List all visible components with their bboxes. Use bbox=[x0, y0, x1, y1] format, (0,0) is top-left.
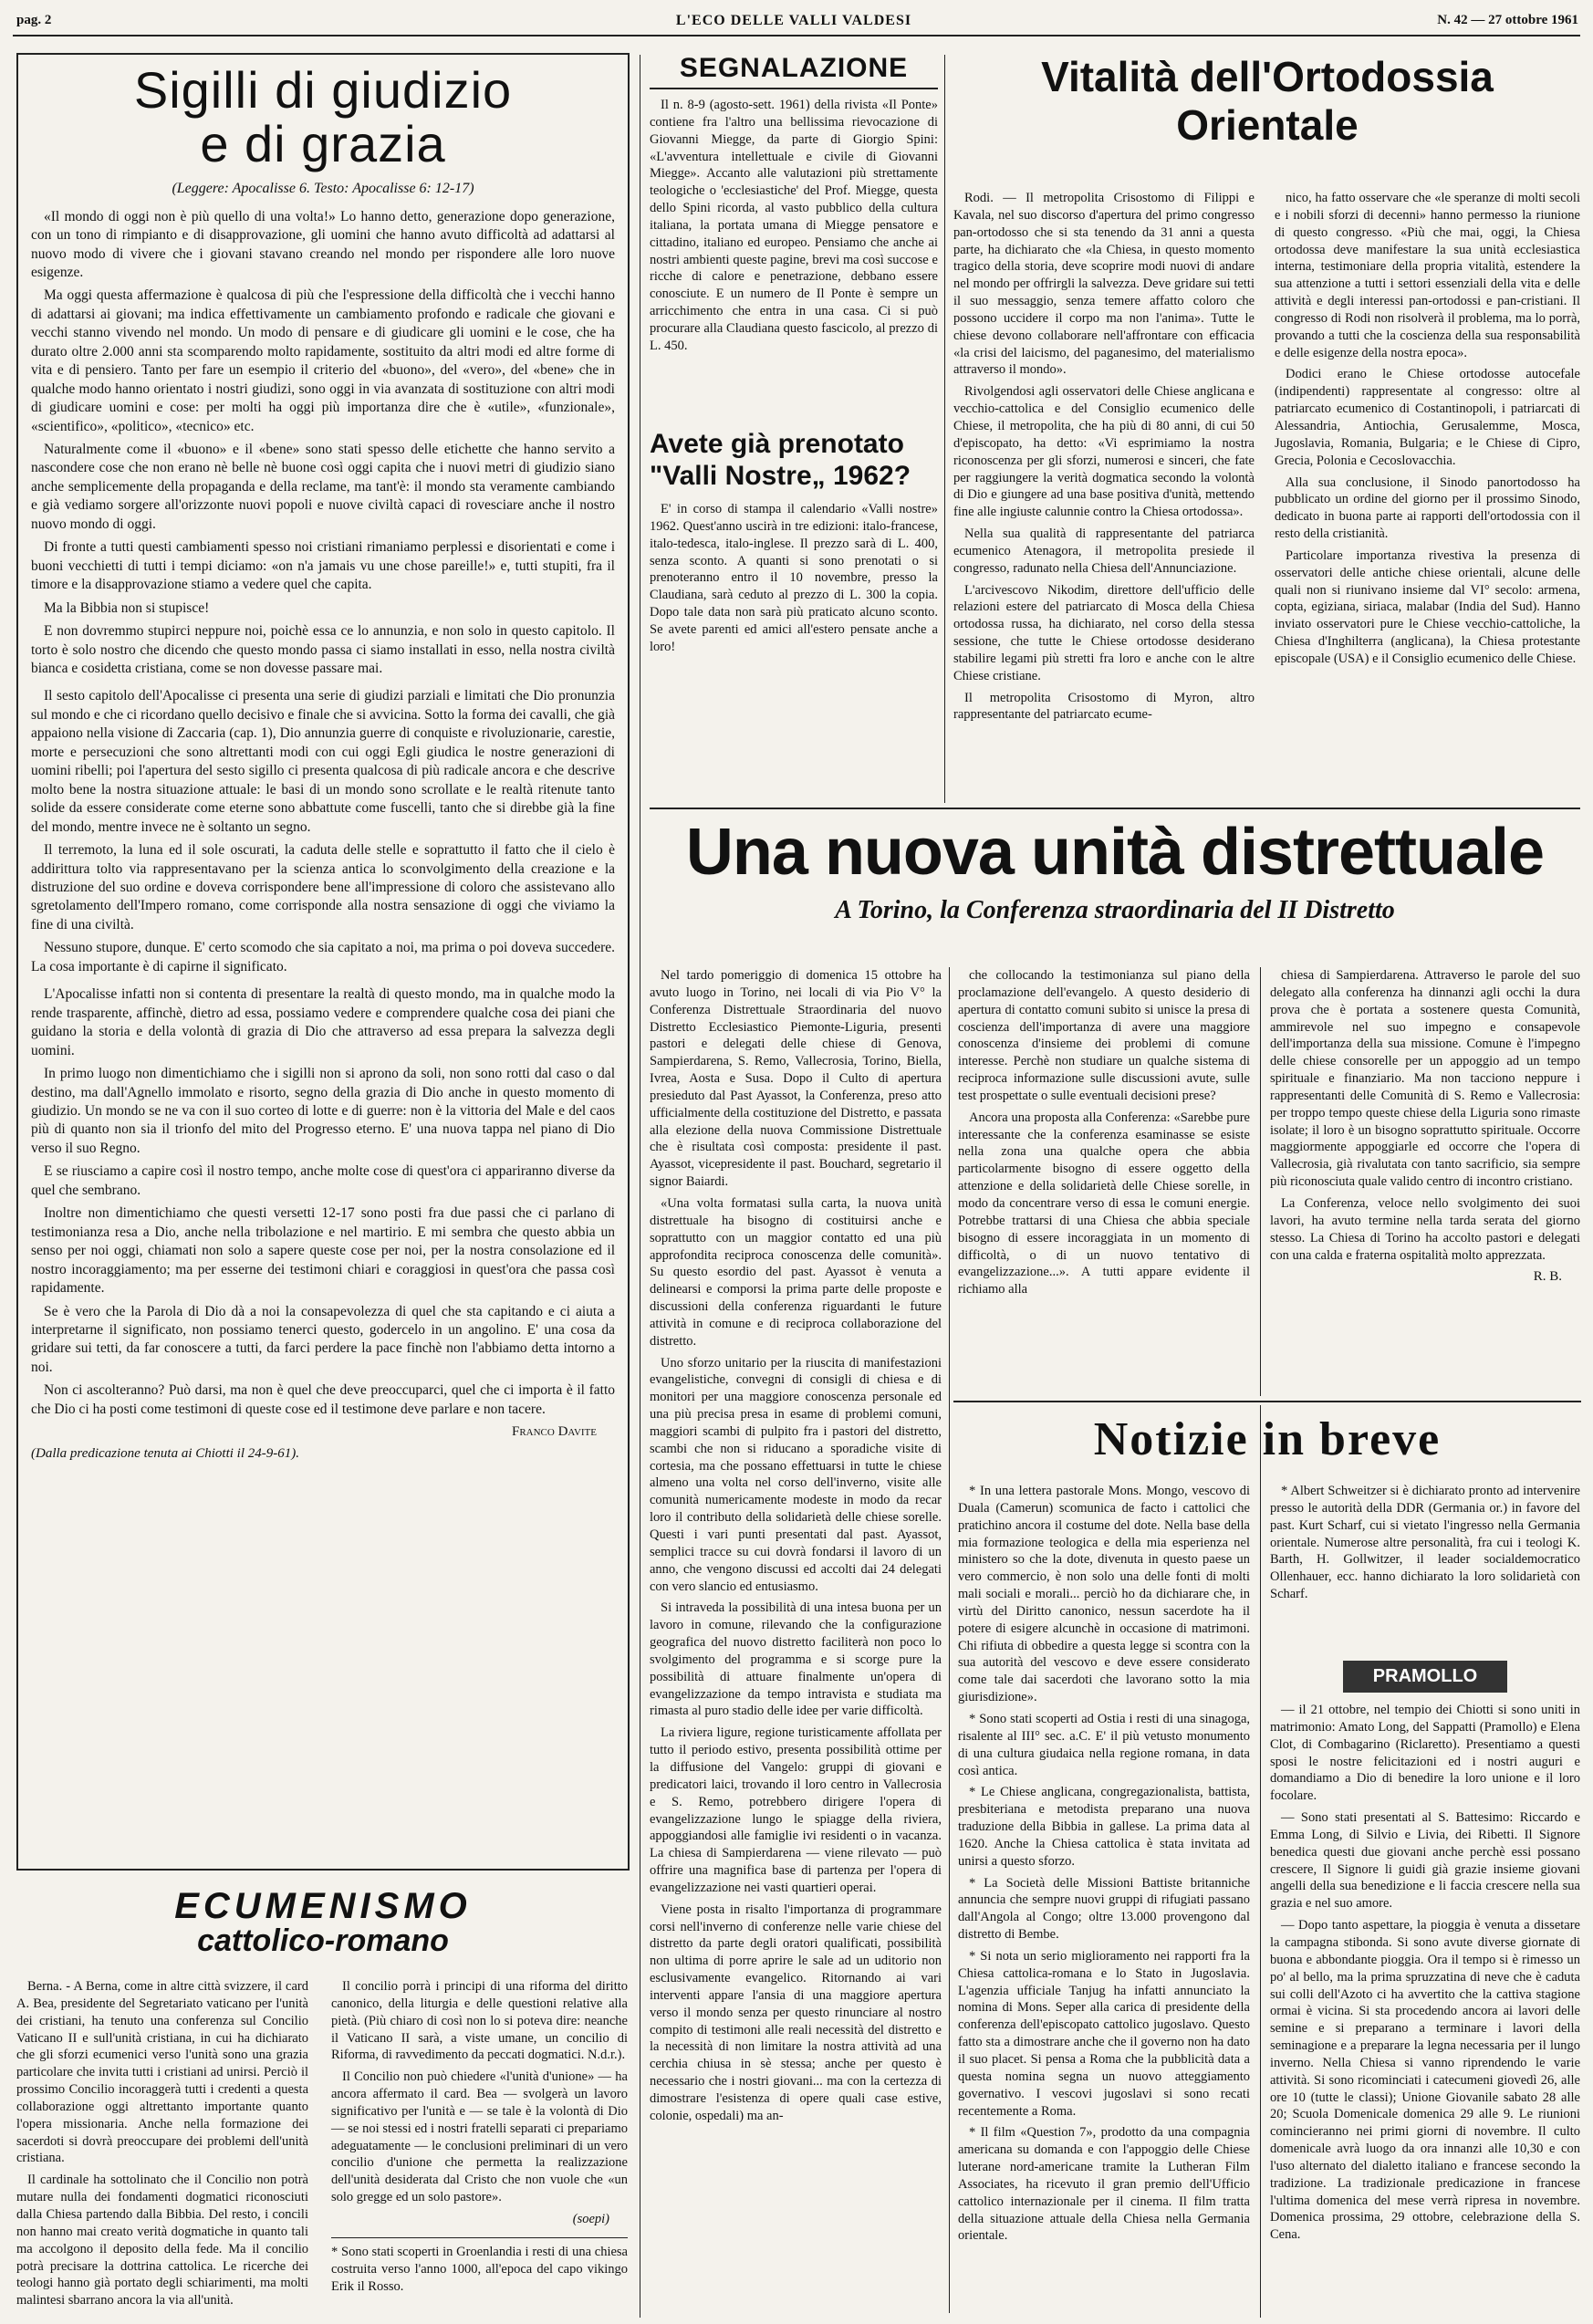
ecumenismo-note: * Sono stati scoperti in Groenlandia i resti di una chiesa costruita verso l'anno 1000, all'epoca del capo vikingo Erik il Rosso. bbox=[331, 2244, 628, 2294]
sigilli-paragraph: Se è vero che la Parola di Dio dà a noi la consapevolezza di quel che sta capitando e ci aiuta a interpretarne il significato, non possiamo tenerci questo, godercelo in un angolino. E' una cosa da gridare sui tetti, da far conoscere a tutti, da farci perdere la pace finchè non l'abbiamo detta intorno a noi. bbox=[31, 1303, 615, 1375]
unita-paragraph: Uno sforzo unitario per la riuscita di manifestazioni evangelistiche, convegni di consigli di chiesa e di monitori per una maggiore conoscenza personale ed una più precisa presa in esame di problemi comuni, maggiori scambi di pulpito fra i pastori del distretto, scambi che non si riducano a sporadiche visite di cortesia, ma che possano effettuarsi in tutte le chiese almeno una volta nel corso dell'inverno, visite alle comunità numericamente modeste in modo da recar loro il contributo della solidarietà delle chiese sorelle. Questi i vari punti presentati dal past. Ayassot, semplici tracce su cui dovrà fondarsi il lavoro di un anno, che vengono discussi ed accolti dai 24 delegati con vero slancio ed entusiasmo. bbox=[650, 1355, 942, 1594]
sigilli-paragraph: Il sesto capitolo dell'Apocalisse ci presenta una serie di giudizi parziali e limitati che Dio pronunzia sul mondo e che ci ricordano quello decisivo e finale che si avvicina. Sotto la forma dei cavalli, che già appaiono nella visione di Zaccaria (cap. 1), Dio annunzia guerre di conquiste e rivoluzionarie, carestie, morte e persecuzioni che sono altrettanti modi con cui oggi Egli giudica le nostre generazioni di uomini ribelli; poi l'apertura del sesto sigillo ci presenta qualcosa di più radicale ancora e che descrive molto bene la nostra situazione attuale: le basi di un mondo sono scrollate e le realtà ritenute tanto solide da essere considerate come eterne sono abbattute come fuscelli, tanto che si direbbe già la fine del mondo, mentre invece ne è soltanto un segno. bbox=[31, 688, 616, 835]
ecumenismo-paragraph: Il Concilio non può chiedere «l'unità d'unione» — ha ancora affermato il card. Bea — svolgerà un lavoro significativo per l'unità e — se tale è la volontà di Dio — se noi stessi ed i nostri fratelli separati ci prepariamo adeguatamente — le conclusioni preliminari di un vero concilio d'unione che permetta la realizzazione dell'unità desiderata dal Cristo che non vuole che «un solo gregge ed un solo pastore». bbox=[331, 2069, 628, 2205]
sigilli-article bbox=[16, 53, 630, 1871]
sigilli-signature: Franco Davite bbox=[511, 1424, 597, 1440]
sigilli-paragraph: E non dovremmo stupirci neppure noi, poichè essa ce lo annunzia, e non solo in questo capitolo. Il torto è solo nostro che dicendo che questo mondo passa ci siamo installati in esso, nella nostra civiltà bianca e cosidetta cristiana, come se non dovesse passare mai. bbox=[31, 623, 615, 677]
ortodossia-paragraph: Rodi. — Il metropolita Crisostomo di Filippi e Kavala, nel suo discorso d'apertura del primo congresso pan-ortodosso che si sta tenendo da 31 anni a questa parte, ha dichiarato che «la Chiesa, in questo momento tragico della storia, deve scoprire modi nuovi di andare nel mondo per offrirgli la salvezza. Deve gridare sui tetti il suo messaggio, senza temere affatto coloro che possono uccidere il corpo ma non l'anima». Tutte le chiese devono collaborare nell'affrontare con efficacia «la crisi del laicismo, del paganesimo, del materialismo attraverso il mondo». bbox=[953, 191, 1255, 378]
unita-paragraph: La Conferenza, veloce nello svolgimento dei suoi lavori, ha avuto termine nella tarda serata del giorno stesso. La Chiesa di Torino ha accolto pastori e delegati con una calda e fraterna ospitalità molto apprezzata. bbox=[1270, 1195, 1580, 1263]
unita-col3 bbox=[1270, 967, 1580, 1396]
valli-nostre-paragraph: E' in corso di stampa il calendario «Valli nostre» 1962. Quest'anno uscirà in tre edizioni: italo-francese, italo-tedesca, italo-inglese. Il prezzo sarà di L. 400, senza sconto. A quanti si sono prenotati o si prenoteranno entro il 10 novembre, presso la Claudiana, sarà ceduto al prezzo di L. 300 la copia. Dopo tale data non sarà più praticato alcuno sconto. Se avete parenti ed amici all'estero pensate anche a loro! bbox=[650, 502, 938, 654]
unita-paragraph: La riviera ligure, regione turisticamente affollata per tutto il periodo estivo, presenta possibilità ottime per la diffusione del Vangelo: gruppi di giovani e predicatori laici, trovando il loro centro in Vallecrosia e S. Remo, potrebbero dirigere l'opera di evangelizzazione lungo le spiagge della riviera, appoggiandosi alle famiglie ivi residenti o in vacanza. La chiesa di Sampierdarena — viene rilevato — può offrire una magnifica base di partenza per l'opera di evangelizzazione nei vasti quartieri operai. bbox=[650, 1725, 942, 1895]
notizie-item: * Sono stati scoperti ad Ostia i resti di una sinagoga, risalente al III° sec. a.C. E' il più vetusto monumento di una cultura giudaica nella regione romana, in data così antica. bbox=[958, 1711, 1250, 1778]
ortodossia-paragraph: L'arcivescovo Nikodim, direttore dell'ufficio delle relazioni estere del patriarcato di Mosca della Chiesa ortodossa russa, ha dichiarato, nel corso della stessa sessione, che tutte le Chiese ortodosse desiderano stabilire legami più stretti fra loro e anche con le altre Chiese cristiane. bbox=[953, 582, 1255, 683]
sigilli-paragraph: In primo luogo non dimentichiamo che i sigilli non si aprono da soli, non sono rotti dal caso o dal destino, ma dall'Agnello immolato e risorto, segno della grazia di Dio anche in questo momento di giudizio. Un mondo se ne va con il suo corteo di lotte e di guerre: non è la vittoria del Male e del caos più di quanto non sia il trionfo del mito del Progresso eterno. E' una nuova tappa nel piano di Dio verso il suo Regno. bbox=[31, 1066, 615, 1156]
ortodossia-paragraph: Il metropolita Crisostomo di Myron, altro rappresentante del patriarcato ecume- bbox=[953, 690, 1255, 723]
ecumenismo-col2 bbox=[331, 1978, 628, 2295]
notizie-item: * Si nota un serio miglioramento nei rapporti fra la Chiesa cattolica-romana e lo Stato in Jugoslavia. L'agenzia ufficiale Tanjug ha infatti annunciato la nomina di Mons. Seper alla carica di presidente della conferenza dell'episcopato cattolico jugoslavo. Questo fatto sta a dimostrare anche che il governo non ha dato il suo placet. Si pensa a Roma che la pubblicità data a questa nomina segna un nuovo atteggiamento governativo. I vescovi jugoslavi si sono recati recentemente a Roma. bbox=[958, 1948, 1250, 2119]
ortodossia-paragraph: Dodici erano le Chiese ortodosse autocefale (indipendenti) rappresentate al congresso: oltre al patriarcato ecumenico di Costantinopoli, i patriarcati di Alessandria, Antiochia, Gerusalemme, Mosca, Jugoslavia, Romania, Bulgaria; e le Chiese di Cipro, Grecia, Polonia e Cecoslovacchia. bbox=[1275, 367, 1580, 468]
notizie-item: * La Società delle Missioni Battiste britanniche annuncia che sempre nuovi gruppi di rifugiati passano dall'Angola al Congo; oltre 13.000 provengono dal distretto di Bembe. bbox=[958, 1875, 1250, 1943]
section-rule bbox=[650, 808, 1580, 809]
segnalazione-body bbox=[650, 97, 938, 355]
segnalazione-article bbox=[650, 53, 938, 418]
unita-paragraph: che collocando la testimonianza sul piano della proclamazione dell'evangelo. A questo desiderio di apertura di contatto comuni subito si unisce la presa di coscienza dell'importanza di avere una maggiore conoscenza d'insieme dei problemi di comune interesse. Perchè non studiare un qualche sistema di reciproca informazione sulle discussioni avute, sulle test prospettate o sulle eventuali decisioni prese? bbox=[958, 968, 1250, 1103]
unita-paragraph: Viene posta in risalto l'importanza di programmare corsi nell'inverno di conferenze nelle varie chiese del distretto da parte degli oratori qualificati, possibilità non ultima di porre aprire le sale ad un uditorio non esclusivamente evangelico. Ritornando ai vari interventi appare l'ansia di una maggiore apertura verso il mondo senza per questo rinunciare al nostro compito di testimoni alle reali necessità del distretto e la necessità di non limitare la nostra attività ad una cerchia chiusa in sè stessa; anche per questo è necessario che i nostri giovani... ma con la certezza di dimostrare l'esistenza di opere quali case estive, colonie, ospedali) ma an- bbox=[650, 1902, 942, 2123]
unita-paragraph: chiesa di Sampierdarena. Attraverso le parole del suo delegato alla conferenza ha dinnanzi agli occhi la dura prova che è portata a sostenere questa Comunità, ammirevole nel suo impegno e consapevole dell'importanza della sua missione. Comune è l'impegno delle chiese consorelle per un appoggio ad un tempo spirituale e finanziario. Ma non tacciono neppure i rappresentanti delle Comunità di S. Remo e Vallecrosia: per troppo tempo queste chiese della Liguria sono rimaste isolate; il loro è un bisogno soprattutto spirituale. Occorre maggiormente appoggiarle ed occorre che l'opera di Vallecrosia, già rivalutata con tanto sacrificio, sia sempre più riconosciuta quale valido centro di incontro cristiano. bbox=[1270, 968, 1580, 1190]
sigilli-paragraph: Non ci ascolteranno? Può darsi, ma non è quel che deve preoccuparci, quel che ci importa è il fatto che Dio ci ha posti come testimoni di queste cose ed il testimone deve parlare e non tacere. bbox=[31, 1382, 615, 1417]
ecumenismo-paragraph: Il concilio porrà i principi di una riforma del diritto canonico, della liturgia e delle questioni relative alla pietà. (Più chiaro di così non lo si poteva dire: neanche il Vaticano II sarà, a viste umane, un concilio di Riforma, di ravvedimento da peccati dogmatici. N.d.r.). bbox=[331, 1979, 628, 2063]
sigilli-source: (Dalla predicazione tenuta ai Chiotti il 24-9-61). bbox=[31, 1446, 299, 1462]
sigilli-paragraph: Di fronte a tutti questi cambiamenti spesso noi cristiani rimaniamo perplessi e disorientati e come i buoni vecchietti di tutti i tempi diciamo: «on n'a jamais vu une chose pareille!» e, tutti stupiti, fra il timore e la disapprovazione stiamo a vedere quel che capita. bbox=[31, 539, 615, 593]
sigilli-paragraph: Ma la Bibbia non si stupisce! bbox=[44, 599, 210, 616]
sigilli-title-line1: Sigilli di giudizio bbox=[133, 61, 513, 119]
masthead-rule bbox=[13, 35, 1580, 36]
masthead-title: L'ECO DELLE VALLI VALDESI bbox=[675, 13, 912, 28]
column-rule bbox=[1260, 967, 1261, 1396]
sigilli-title-line2: e di grazia bbox=[200, 114, 446, 172]
segnalazione-title: SEGNALAZIONE bbox=[650, 53, 938, 89]
ortodossia-article bbox=[953, 53, 1581, 801]
ortodossia-paragraph: Nella sua qualità di rappresentante del patriarca ecumenico Atenagora, il metropolita presiede il congresso, radunato nella Chiesa dell'Annunciazione. bbox=[953, 526, 1255, 576]
unita-paragraph: Si intraveda la possibilità di una intesa buona per un lavoro in comune, rilevando che la configurazione geografica del nuovo distretto faciliterà non poco lo svolgimento del programma e si scorge pure la possibilità di attuare finalmente un'opera di evangelizzazione da tempo intravista e studiata ma rimasta al puro stadio delle idee per varie difficoltà. bbox=[650, 1600, 942, 1719]
column-rule bbox=[1260, 1405, 1261, 2318]
unita-header bbox=[650, 817, 1580, 954]
ecumenismo-source: (soepi) bbox=[572, 2211, 609, 2226]
pramollo-title: PRAMOLLO bbox=[1343, 1661, 1507, 1693]
sigilli-paragraph: Ma oggi questa affermazione è qualcosa di più che l'espressione della difficoltà che i vecchi hanno di adattarsi ai giovani; ma indica effettivamente un cambiamento profondo e radicale che giovani e vecchi stanno vivendo nel mondo. Un modo di pensare e di giudicare gli uomini e le cose, che ha durato oltre 2.000 anni sta scomparendo molto rapidamente, sostituito da altri modi ed altre forme di vita e di pensiero. Tanto per fare un esempio il criterio del «buono», del «vero», del «bene» che in qualche modo hanno orientato i nostri giudizi, sono oggi in via avanzata di sostituzione con altri modi di giudicare uomini e cose: per molti ha oggi più importanza dire che è «utile», «funzionale», «scientifico», «politico», «tecnico» etc. bbox=[31, 287, 615, 434]
ortodossia-paragraph: Particolare importanza rivestiva la presenza di osservatori delle antiche chiese orientali, alcune delle quali non si riunivano insieme dal VI° secolo: armena, copta, egiziana, siriaca, malabar (India del Sud). Hanno inviato osservatori pure le Chiese vecchio-cattoliche, la Chiesa d'Inghilterra (anglicana), la Chiesa protestante episcopale (USA) e il Consiglio ecumenico delle Chiese. bbox=[1275, 547, 1580, 666]
pramollo-paragraph: — il 21 ottobre, nel tempio dei Chiotti si sono uniti in matrimonio: Amato Long, del Sappatti (Pramollo) e Elena Clot, di Combagarino (Riclaretto). Presentiamo a questi sposi le nostre felicitazioni ed i nostri auguri e domandiamo a Dio di benedire la loro unione e il loro focolare. bbox=[1270, 1703, 1580, 1804]
ortodossia-paragraph: nico, ha fatto osservare che «le speranze di molti secoli e i nobili sforzi di decenni» hanno permesso la riunione di questo congresso. «Più che mai, oggi, la Chiesa ortodossa deve manifestare la sua unità ecclesiastica interna, testimoniare della propria vitalità, estendere la sua attenzione a tutti i settori essenziali della vita e delle attività e degli interessi pan-ortodossi e pan-cristiani. Il congresso di Rodi non risolverà il problema, ma lo porrà, provando a tutti che la coscienza della sua responsabilità e delle esigenze della nostra epoca». bbox=[1275, 191, 1580, 360]
ecumenismo-rule bbox=[331, 2237, 628, 2238]
unita-paragraph: Nel tardo pomeriggio di domenica 15 ottobre ha avuto luogo in Torino, nei locali di via Pio V° la Conferenza Distrettuale Straordinaria del nuovo Distretto Ecclesiastico Piemonte-Liguria, presenti pastori e delegati delle chiese di Genova, Sampierdarena, S. Remo, Vallecrosia, Torino, Biella, Ivrea, Aosta e Susa. Dopo il Culto di apertura presieduto dal Past Ayassot, la Conferenza, preso atto ufficialmente della costituzione del Distretto, e passata alla elezione della nuova Commissione Distrettuale che è risultata così composta: presidente il past. Ayassot, vicepresidente il past. Bouchard, segretario il signor Baiardi. bbox=[650, 968, 942, 1190]
pramollo-article bbox=[1270, 1661, 1580, 2313]
page-number: pag. 2 bbox=[16, 13, 52, 27]
ortodossia-paragraph: Rivolgendosi agli osservatori delle Chiese anglicana e vecchio-cattolica e del Consiglio ecumenico delle Chiese, il metropolita, che ha più di 80 anni, di cui 50 d'episcopato, ha detto: «Vi esprimiamo la nostra riconoscenza per gli sforzi, numerosi e sinceri, che fate per raggiungere la verità dogmatica secondo la volontà di Dio e giungere ad una base positiva d'unità, mettendo fine alle ingiuste calunnie contro la Chiesa ortodossa». bbox=[953, 384, 1255, 520]
ecumenismo-title bbox=[16, 1887, 630, 1958]
notizie-item: * In una lettera pastorale Mons. Mongo, vescovo di Duala (Camerun) scomunica de facto i cattolici che pratichino ancora il costume del dote. Nella base della mia formazione teologica e della mia esperienza nel ministero so che la dote, divenuta in questo paese un vero commercio, è non solo una delle fonti di molti mali sociali e morali... perciò ho da dichiarare che, in virtù del Diritto canonico, nessun sacerdote ha il potere di esigere alcunchè in occasione di matrimoni. Chi rifiuta di obbedire a questa legge si scontra con la sua autorità del vescovo e deve essere considerato come tale dai sacerdoti che lavorano sotto la mia giurisdizione». bbox=[958, 1484, 1250, 1705]
sigilli-paragraph: Il terremoto, la luna ed il sole oscurati, la caduta delle stelle e soprattutto il fatto che il cielo è addirittura tolto via rappresentavano per la scienza antica lo sconvolgimento della creazione e la distruzione del suo ordine e doveva corrispondere bene all'impressione di coloro che assistevano allo sgretolamento dell'Impero romano, come corrisponde alla nostra sensazione di oggi che viviamo la fine di una civiltà. bbox=[31, 842, 615, 933]
ecumenismo-title-line2: cattolico-romano bbox=[197, 1923, 449, 1958]
issue-info: N. 42 — 27 ottobre 1961 bbox=[1437, 13, 1578, 27]
sigilli-paragraph: E se riusciamo a capire così il nostro tempo, anche molte cose di quest'ora ci appariranno diverse da quel che sembrano. bbox=[31, 1163, 615, 1198]
valli-nostre-article bbox=[650, 429, 938, 794]
valli-nostre-body bbox=[650, 501, 938, 656]
valli-nostre-title: Avete già prenotato "Valli Nostre„ 1962? bbox=[650, 429, 911, 491]
section-rule bbox=[953, 1401, 1581, 1402]
sigilli-paragraph: Naturalmente come il «buono» e il «bene» sono stati spesso delle etichette che hanno servito a nascondere cose che non erano nè belle nè buone così oggi capita che i nuovi metri di giudizio siano anche semplicemente della propaganda e della reclame, ma tant'è: il mondo sta veramente cambiando e già vediamo sorgere all'orizzonte nuovi popoli e nuove civiltà capaci di rovesciare anche il nostro nuovo mondo di oggi. bbox=[31, 442, 615, 532]
notizie-title: Notizie in breve bbox=[1093, 1413, 1442, 1465]
ecumenismo-paragraph: Il cardinale ha sottolinato che il Concilio non potrà mutare nulla dei fondamenti dogmatici riconosciuti dalla Chiesa partendo dalla Bibbia. Del resto, i concili non hanno mai creato verità dogmatiche in quanto tali ma accolgono il deposito della fede. Ma il concilio potrà precisare la dottrina cattolica. Le ricerche dei teologi hanno già portato degli schiarimenti, ma molti malintesi sbarrano ancora la via all'unità. bbox=[16, 2173, 308, 2308]
ecumenismo-paragraph: Berna. - A Berna, come in altre città svizzere, il card A. Bea, presidente del Segretariato vaticano per l'unità dei cristiani, ha tenuto una conferenza sul Concilio Vaticano II e sull'unità cristiana, in cui ha dichiarato che gli sforzi ecumenici verso l'unità sono una grazia particolare che invita tutti i cristiani ad unirsi. Perciò il prossimo Concilio incoraggerà tutti i credenti a questa collaborazione oggi altrettanto importante quanto l'opera missionaria. Anche nella formazione dei sacerdoti si dovrà preoccupare dei problemi dell'unità cristiana. bbox=[16, 1979, 308, 2166]
unita-title: Una nuova unità distrettuale bbox=[685, 817, 1545, 889]
unita-col1 bbox=[650, 967, 942, 2313]
ortodossia-title-line2: Orientale bbox=[1176, 100, 1359, 149]
unita-signature: R. B. bbox=[1533, 1269, 1562, 1285]
notizie-item: * Il film «Question 7», prodotto da una compagnia americana su domanda e con l'appoggio delle Chiese luterane nord-americane tramite la Lutheran Film Associates, ha ricevuto il gran premio dell'Ufficio cattolico internazionale per il cinema. Il film tratta della situazione attuale della Chiesa nella Germania orientale. bbox=[958, 2125, 1250, 2244]
segnalazione-paragraph: Il n. 8-9 (agosto-sett. 1961) della rivista «Il Ponte» contiene fra l'altro una bellissima rievocazione di Giovanni Miegge, da parte di Giorgio Spini: «L'avventura intellettuale e civile di Giovanni Miegge». Accanto alle valutazioni più strettamente teologiche o 'ecclesiastiche' del Prof. Miegge, questa dello Spini ricorda, al vasto pubblico della cultura italiana, la portata umana di Miegge pensatore e cittadino, italiano ed europeo. Pensiamo che anche ai nostri ambienti queste pagine, brevi ma così succose e ricche di calore e penetrazione, debbano essere conosciute. E un numero de Il Ponte è sempre un arricchimento che entra in una casa. Ci si può procurare alla Claudiana questo fascicolo, al prezzo di L. 450. bbox=[650, 98, 938, 353]
ortodossia-title bbox=[953, 53, 1581, 150]
pramollo-paragraph: — Dopo tanto aspettare, la pioggia è venuta a dissetare la campagna stibonda. Si sono avute diverse giornate di buona e abbondante pioggia. Ora il tempo si è rimesso un po' al bello, ma la prima spruzzatina di neve che è caduta sui colli dell'Azoto ci ha avvertito che la cattiva stagione ormai è vicina. Si sta procedendo ancora ai lavori delle semine e si preparano a terminare i lavori della seminagione e a preparare la legna necessaria per il lungo inverno. Nella Chiesa si vanno riprendendo le varie attività. Si sono ricominciati i catecumeni giovedì 26, alle ore 10 (tutte le classi); Unione Giovanile sabato 28 alle 20; Scuola Domenicale domenica 29 alle 9. Le riunioni comincieranno nei primi giorni di novembre. Il culto domenicale avrà luogo da ora innanzi alle 10,30 e con l'uso alternato del dialetto italiano e francese secondo la tradizione. La tradizionale predicazione in francese l'ultima domenica del mese verrà ripresa in novembre. Domenica prossima, 29 ottobre, celebrazione della S. Cena. bbox=[1270, 1918, 1580, 2243]
ecumenismo-title-line1: ECUMENISMO bbox=[174, 1887, 472, 1926]
notizie-col2 bbox=[1270, 1483, 1580, 1656]
unita-col2 bbox=[958, 967, 1250, 1396]
ortodossia-col1 bbox=[953, 190, 1255, 728]
column-rule bbox=[944, 55, 945, 803]
unita-subtitle: A Torino, la Conferenza straordinaria del II Distretto bbox=[835, 896, 1395, 925]
ortodossia-title-line1: Vitalità dell'Ortodossia bbox=[1041, 53, 1494, 100]
ecumenismo-col1 bbox=[16, 1978, 308, 2311]
sigilli-paragraph: «Il mondo di oggi non è più quello di una volta!» Lo hanno detto, generazione dopo generazione, con un tono di rimpianto e di disapprovazione, gli uomini che hanno avuto difficoltà ad adattarsi al nuovo modo di vivere che i giovani stavano creando nel mondo per rispondere alle loro nuove esigenze. bbox=[31, 208, 615, 280]
sigilli-paragraph: L'Apocalisse infatti non si contenta di presentare la realtà di questo mondo, ma in qualche modo la rende trasparente, affinchè, dietro ad essa, possiamo vedere e comprendere qualche cosa dei piani che guidano la storia e della volontà di grazia di Dio che attraverso ad essa prepara la salvezza degli uomini. bbox=[31, 986, 615, 1058]
sigilli-paragraph: Inoltre non dimentichiamo che questi versetti 12-17 sono posti fra due passi che ci parlano di testimonianza resa a Dio, anche nella tribolazione e nel martirio. E mi sembra che questo abbia un senso per noi oggi, chiamati non solo a sapere queste cose per noi, per la nostra consolazione ed il nostro incoraggiamento; ma per esserne dei testimoni chiari e coraggiosi in quest'ora che passa così rapidamente. bbox=[31, 1205, 615, 1297]
notizie-item: * Le Chiese anglicana, congregazionalista, battista, presbiteriana e metodista preparano una nuova traduzione della Bibbia in gallese. La prima data al 1620. Anche la Chiesa cattolica è stata invitata ad unirsi a questo sforzo. bbox=[958, 1785, 1250, 1869]
sigilli-paragraph: Nessuno stupore, dunque. E' certo scomodo che sia capitato a noi, ma prima o poi doveva succedere. La cosa importante è di capirne il significato. bbox=[31, 940, 615, 974]
column-rule bbox=[949, 967, 950, 2313]
ecumenismo-article bbox=[16, 1887, 630, 2311]
notizie-item: * Albert Schweitzer si è dichiarato pronto ad intervenire presso le autorità della DDR (Germania or.) in favore del past. Kurt Scharf, cui si vietato l'ingresso nella Germania orientale. Numerose altre personalità, fra cui i teologi K. Barth, H. Gollwitzer, il leader socialdemocratico Ollenhauer, ecc. hanno dichiarato la loro solidarietà con Scharf. bbox=[1270, 1484, 1580, 1602]
ortodossia-col2 bbox=[1275, 190, 1580, 672]
unita-paragraph: «Una volta formatasi sulla carta, la nuova unità distrettuale ha bisogno di costituirsi anche e soprattutto con un maggior contatto ed una più approfondita reciproca conoscenza delle comunità». Su questo esordio del past. Ayassot è venuta a delinearsi e comporsi la prima parte delle proposte e discussioni della conferenza riguardanti le future attività in comune e di reciproca collaborazione del distretto. bbox=[650, 1195, 942, 1349]
notizie-col1 bbox=[958, 1483, 1250, 2313]
pramollo-paragraph: — Sono stati presentati al S. Battesimo: Riccardo e Emma Long, di Silvio e Livia, dei Ribetti. Il Signore benedica questi due giovani anche perchè essi possano crescere, Il Signore li guidi già grazie insieme giovani angelli della sua benedizione e li faccia crescere nella sua grazia e nel suo amore. bbox=[1270, 1810, 1580, 1912]
sigilli-body bbox=[31, 208, 615, 1464]
sigilli-title bbox=[31, 61, 615, 172]
unita-paragraph: Ancora una proposta alla Conferenza: «Sarebbe pure interessante che la conferenza esaminasse se esiste nella zona una qualche opera che abbia particolarmente bisogno di essere oggetto della attenzione e della solidarietà delle Chiese sorelle, in modo da concentrare verso di essa le comuni energie. Potrebbe trattarsi di una Chiesa che abbia speciale bisogno di essere incoraggiata in un momento di difficoltà, o di un nuovo tentativo di evangelizzazione...». A tutti appare evidente il richiamo alla bbox=[958, 1110, 1250, 1297]
ortodossia-paragraph: Alla sua conclusione, il Sinodo panortodosso ha pubblicato un ordine del giorno per il prossimo Sinodo, dedicato in buona parte ai rapporti dell'ortodossia con il resto della cristianità. bbox=[1275, 474, 1580, 542]
sigilli-reference: (Leggere: Apocalisse 6. Testo: Apocalisse 6: 12-17) bbox=[172, 180, 474, 196]
pramollo-body bbox=[1270, 1702, 1580, 2244]
